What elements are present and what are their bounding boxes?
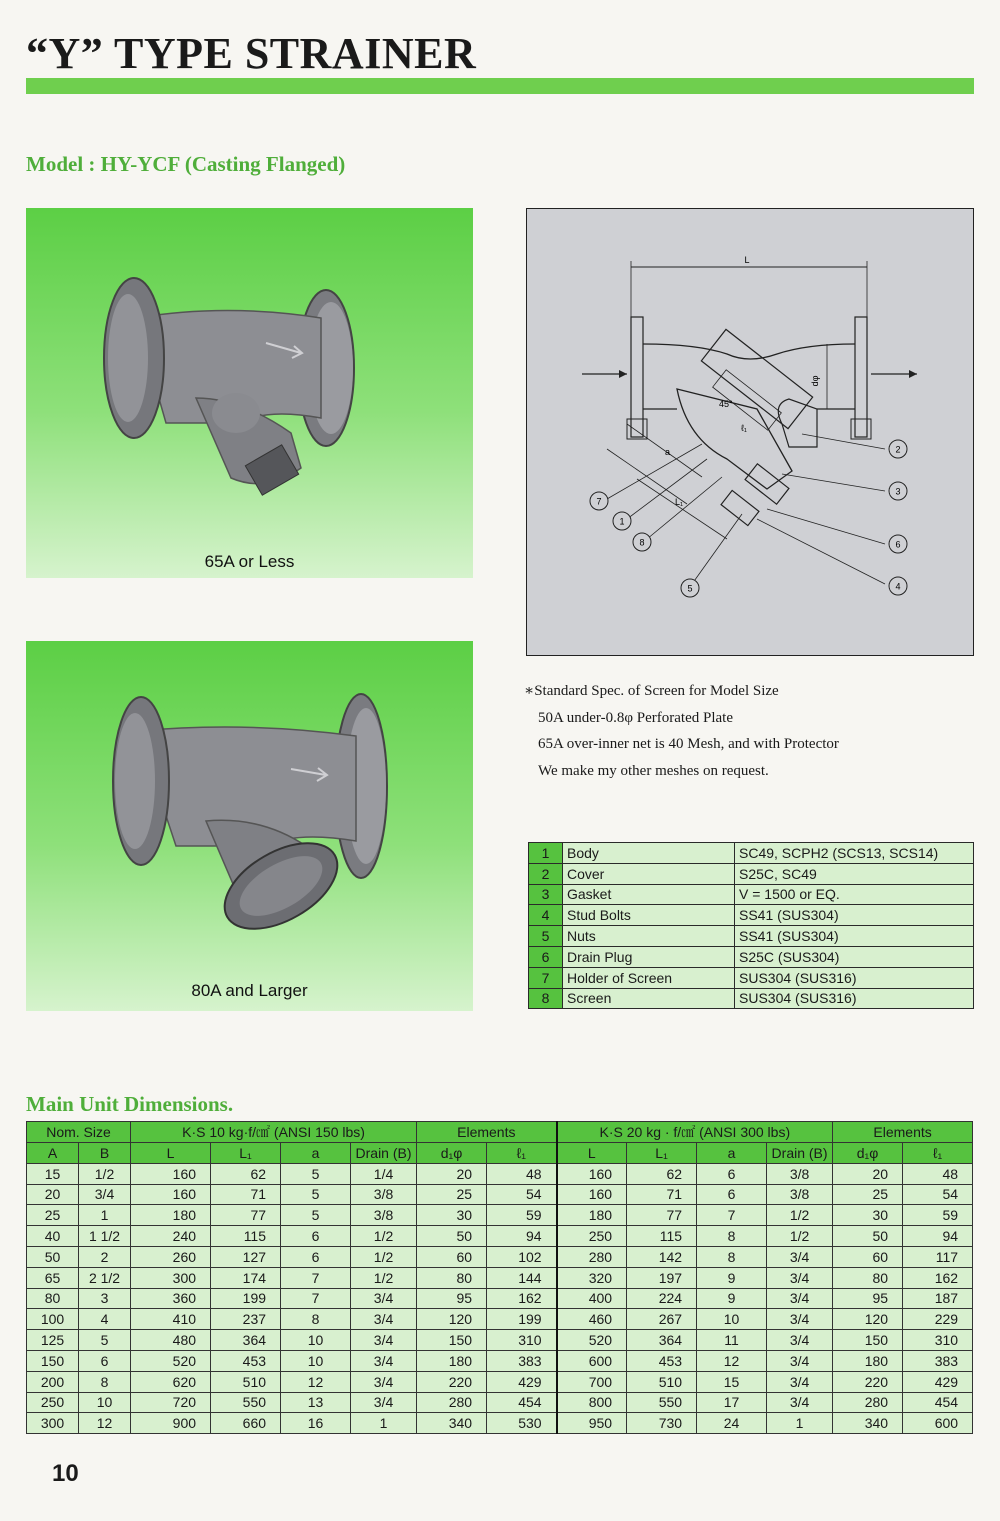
col-header: d₁φ <box>833 1143 903 1164</box>
table-cell: 25 <box>27 1205 79 1226</box>
table-cell: 10 <box>281 1350 351 1371</box>
table-cell: 127 <box>211 1246 281 1267</box>
svg-text:7: 7 <box>596 496 602 507</box>
svg-text:8: 8 <box>639 537 645 548</box>
table-cell: 12 <box>697 1350 767 1371</box>
table-cell: 20 <box>417 1163 487 1184</box>
table-cell: 180 <box>833 1350 903 1371</box>
table-cell: 102 <box>487 1246 557 1267</box>
table-cell: 8 <box>697 1246 767 1267</box>
model-heading: Model : HY-YCF (Casting Flanged) <box>26 152 346 176</box>
table-row <box>27 1288 973 1309</box>
table-cell: 10 <box>79 1392 131 1413</box>
table-cell: 125 <box>27 1330 79 1351</box>
table-cell: 1/2 <box>767 1205 833 1226</box>
table-row: 5 Nuts SS41 (SUS304) <box>529 926 974 947</box>
product-photo-large <box>26 641 473 1011</box>
table-cell: 520 <box>557 1330 627 1351</box>
table-cell: 460 <box>557 1309 627 1330</box>
table-cell: 17 <box>697 1392 767 1413</box>
table-cell: 6 <box>79 1350 131 1371</box>
table-row <box>27 1163 973 1184</box>
col-header: a <box>697 1143 767 1164</box>
table-cell: 15 <box>27 1163 79 1184</box>
table-row <box>27 1184 973 1205</box>
table-cell: 1/2 <box>351 1246 417 1267</box>
table-cell: 12 <box>79 1413 131 1434</box>
table-cell: 510 <box>627 1371 697 1392</box>
table-cell: 550 <box>627 1392 697 1413</box>
col-header: A <box>27 1143 79 1164</box>
table-row <box>27 1246 973 1267</box>
table-cell: 400 <box>557 1288 627 1309</box>
table-row <box>27 1392 973 1413</box>
table-cell: 10 <box>281 1330 351 1351</box>
table-cell: 200 <box>27 1371 79 1392</box>
table-cell: 10 <box>697 1309 767 1330</box>
table-cell: 360 <box>131 1288 211 1309</box>
page-title: “Y” TYPE STRAINER <box>26 29 477 78</box>
table-cell: 162 <box>903 1267 973 1288</box>
table-cell: 120 <box>417 1309 487 1330</box>
table-cell: 6 <box>281 1226 351 1247</box>
table-cell: 3/4 <box>351 1371 417 1392</box>
table-cell: 80 <box>27 1288 79 1309</box>
table-cell: 4 <box>79 1309 131 1330</box>
table-cell: 454 <box>487 1392 557 1413</box>
col-header: ℓ₁ <box>903 1143 973 1164</box>
table-cell: 1/2 <box>767 1226 833 1247</box>
table-row: 8 Screen SUS304 (SUS316) <box>529 988 974 1009</box>
callout-5 <box>681 579 699 597</box>
table-cell: 54 <box>487 1184 557 1205</box>
dimensions-table <box>26 1121 973 1434</box>
table-cell: 429 <box>487 1371 557 1392</box>
table-cell: 3/4 <box>79 1184 131 1205</box>
table-cell: 100 <box>27 1309 79 1330</box>
table-cell: 3/8 <box>351 1205 417 1226</box>
technical-drawing <box>526 208 974 656</box>
table-cell: 600 <box>557 1350 627 1371</box>
table-cell: 77 <box>627 1205 697 1226</box>
table-cell: 65 <box>27 1267 79 1288</box>
table-cell: 520 <box>131 1350 211 1371</box>
table-cell: 3/4 <box>767 1288 833 1309</box>
label-a: a <box>665 447 671 457</box>
table-cell: 160 <box>557 1163 627 1184</box>
table-row: 3 Gasket V = 1500 or EQ. <box>529 884 974 905</box>
table-cell: 2 1/2 <box>79 1267 131 1288</box>
table-cell: 800 <box>557 1392 627 1413</box>
table-cell: 117 <box>903 1246 973 1267</box>
table-cell: 3/4 <box>351 1330 417 1351</box>
col-header: L <box>131 1143 211 1164</box>
table-cell: 80 <box>417 1267 487 1288</box>
table-cell: 30 <box>833 1205 903 1226</box>
table-cell: 720 <box>131 1392 211 1413</box>
table-cell: 199 <box>487 1309 557 1330</box>
col-header: Drain (B) <box>351 1143 417 1164</box>
table-cell: 480 <box>131 1330 211 1351</box>
table-cell: 94 <box>903 1226 973 1247</box>
note-line: 65A over-inner net is 40 Mesh, and with Protector <box>538 736 839 752</box>
table-cell: 71 <box>211 1184 281 1205</box>
table-cell: 300 <box>27 1413 79 1434</box>
label-L: L <box>744 255 750 265</box>
label-d1: dφ <box>810 375 820 387</box>
callout-1 <box>613 512 631 530</box>
table-cell: 7 <box>281 1288 351 1309</box>
table-cell: 453 <box>211 1350 281 1371</box>
table-cell: 71 <box>627 1184 697 1205</box>
table-cell: 60 <box>833 1246 903 1267</box>
table-cell: 40 <box>27 1226 79 1247</box>
table-cell: 197 <box>627 1267 697 1288</box>
table-cell: 8 <box>281 1309 351 1330</box>
table-row: 6 Drain Plug S25C (SUS304) <box>529 946 974 967</box>
col-header: d₁φ <box>417 1143 487 1164</box>
strainer-small-illustration <box>26 208 473 578</box>
table-cell: 383 <box>487 1350 557 1371</box>
dimensions-heading: Main Unit Dimensions. <box>26 1092 234 1116</box>
table-cell: 700 <box>557 1371 627 1392</box>
table-cell: 5 <box>281 1163 351 1184</box>
label-angle: 45° <box>719 399 733 409</box>
table-row: 2 Cover S25C, SC49 <box>529 863 974 884</box>
svg-text:6: 6 <box>895 539 901 550</box>
col-header: ℓ₁ <box>487 1143 557 1164</box>
table-cell: 310 <box>487 1330 557 1351</box>
table-cell: 429 <box>903 1371 973 1392</box>
table-cell: 620 <box>131 1371 211 1392</box>
table-cell: 3/4 <box>351 1288 417 1309</box>
col-header: B <box>79 1143 131 1164</box>
table-cell: 730 <box>627 1413 697 1434</box>
callout-7 <box>590 492 608 510</box>
table-cell: 1/2 <box>351 1226 417 1247</box>
table-row <box>27 1267 973 1288</box>
header-group-row <box>27 1122 973 1143</box>
svg-text:5: 5 <box>687 583 693 594</box>
strainer-large-illustration <box>26 641 473 1011</box>
table-cell: 15 <box>697 1371 767 1392</box>
table-cell: 48 <box>903 1163 973 1184</box>
screen-spec-notes <box>524 678 974 784</box>
table-cell: 95 <box>833 1288 903 1309</box>
title-underline-bar <box>26 78 974 94</box>
header-elements-2: Elements <box>833 1122 973 1143</box>
table-cell: 12 <box>281 1371 351 1392</box>
table-cell: 180 <box>557 1205 627 1226</box>
table-row <box>27 1413 973 1434</box>
table-cell: 3/4 <box>351 1392 417 1413</box>
svg-text:1: 1 <box>619 516 625 527</box>
table-cell: 9 <box>697 1267 767 1288</box>
table-cell: 180 <box>131 1205 211 1226</box>
table-cell: 3/4 <box>767 1371 833 1392</box>
table-cell: 95 <box>417 1288 487 1309</box>
table-cell: 30 <box>417 1205 487 1226</box>
table-cell: 340 <box>833 1413 903 1434</box>
table-row: 7 Holder of Screen SUS304 (SUS316) <box>529 967 974 988</box>
table-cell: 187 <box>903 1288 973 1309</box>
table-cell: 13 <box>281 1392 351 1413</box>
table-cell: 267 <box>627 1309 697 1330</box>
table-cell: 320 <box>557 1267 627 1288</box>
header-column-row <box>27 1143 973 1164</box>
table-cell: 20 <box>833 1163 903 1184</box>
table-cell: 150 <box>417 1330 487 1351</box>
page-number: 10 <box>52 1460 79 1487</box>
table-cell: 174 <box>211 1267 281 1288</box>
table-cell: 3/4 <box>767 1267 833 1288</box>
table-cell: 120 <box>833 1309 903 1330</box>
table-cell: 62 <box>211 1163 281 1184</box>
table-cell: 220 <box>417 1371 487 1392</box>
table-cell: 54 <box>903 1184 973 1205</box>
table-cell: 8 <box>79 1371 131 1392</box>
table-cell: 11 <box>697 1330 767 1351</box>
table-cell: 59 <box>487 1205 557 1226</box>
table-cell: 48 <box>487 1163 557 1184</box>
table-cell: 600 <box>903 1413 973 1434</box>
svg-text:2: 2 <box>895 444 901 455</box>
table-cell: 530 <box>487 1413 557 1434</box>
table-cell: 94 <box>487 1226 557 1247</box>
table-cell: 9 <box>697 1288 767 1309</box>
col-header: a <box>281 1143 351 1164</box>
table-cell: 3 <box>79 1288 131 1309</box>
table-row <box>27 1205 973 1226</box>
table-cell: 3/4 <box>767 1330 833 1351</box>
table-cell: 5 <box>281 1184 351 1205</box>
table-cell: 3/4 <box>767 1350 833 1371</box>
table-cell: 1/4 <box>351 1163 417 1184</box>
label-l1: ℓ₁ <box>741 423 747 433</box>
table-cell: 364 <box>627 1330 697 1351</box>
note-line: ∗Standard Spec. of Screen for Model Size <box>524 683 779 699</box>
note-line: 50A under-0.8φ Perforated Plate <box>538 709 733 726</box>
table-cell: 115 <box>627 1226 697 1247</box>
table-cell: 50 <box>417 1226 487 1247</box>
table-cell: 160 <box>131 1163 211 1184</box>
table-cell: 950 <box>557 1413 627 1434</box>
callout-2 <box>889 440 907 458</box>
table-cell: 50 <box>833 1226 903 1247</box>
callout-8 <box>633 533 651 551</box>
col-header: L₁ <box>627 1143 697 1164</box>
table-cell: 5 <box>281 1205 351 1226</box>
table-cell: 1/2 <box>351 1267 417 1288</box>
header-elements-1: Elements <box>417 1122 557 1143</box>
table-cell: 383 <box>903 1350 973 1371</box>
table-cell: 3/8 <box>767 1163 833 1184</box>
table-cell: 3/8 <box>767 1184 833 1205</box>
table-cell: 1 <box>767 1413 833 1434</box>
photo-caption-large: 80A and Larger <box>191 981 308 1000</box>
table-cell: 224 <box>627 1288 697 1309</box>
callout-6 <box>889 535 907 553</box>
table-cell: 240 <box>131 1226 211 1247</box>
svg-text:3: 3 <box>895 486 901 497</box>
table-cell: 280 <box>417 1392 487 1413</box>
table-cell: 660 <box>211 1413 281 1434</box>
materials-table <box>528 842 974 1009</box>
table-cell: 3/4 <box>351 1350 417 1371</box>
table-cell: 250 <box>557 1226 627 1247</box>
table-cell: 454 <box>903 1392 973 1413</box>
table-cell: 199 <box>211 1288 281 1309</box>
table-cell: 510 <box>211 1371 281 1392</box>
table-cell: 6 <box>697 1163 767 1184</box>
table-cell: 3/8 <box>351 1184 417 1205</box>
table-cell: 80 <box>833 1267 903 1288</box>
table-row <box>27 1371 973 1392</box>
table-cell: 220 <box>833 1371 903 1392</box>
table-cell: 300 <box>131 1267 211 1288</box>
table-cell: 900 <box>131 1413 211 1434</box>
table-cell: 7 <box>697 1205 767 1226</box>
table-cell: 260 <box>131 1246 211 1267</box>
table-cell: 60 <box>417 1246 487 1267</box>
table-cell: 237 <box>211 1309 281 1330</box>
table-cell: 1 <box>351 1413 417 1434</box>
table-cell: 8 <box>697 1226 767 1247</box>
table-cell: 3/4 <box>351 1309 417 1330</box>
table-cell: 115 <box>211 1226 281 1247</box>
cross-section-diagram <box>527 209 973 655</box>
photo-caption-small: 65A or Less <box>204 552 295 571</box>
table-cell: 77 <box>211 1205 281 1226</box>
table-cell: 3/4 <box>767 1309 833 1330</box>
table-cell: 150 <box>27 1350 79 1371</box>
table-cell: 24 <box>697 1413 767 1434</box>
table-cell: 229 <box>903 1309 973 1330</box>
table-row <box>27 1309 973 1330</box>
table-row <box>27 1350 973 1371</box>
header-ks20: K·S 20 kg · f/㎠ (ANSI 300 lbs) <box>557 1122 833 1143</box>
table-cell: 150 <box>833 1330 903 1351</box>
table-cell: 3/4 <box>767 1246 833 1267</box>
table-cell: 6 <box>697 1184 767 1205</box>
table-row: 1 Body SC49, SCPH2 (SCS13, SCS14) <box>529 843 974 864</box>
table-cell: 3/4 <box>767 1392 833 1413</box>
table-cell: 180 <box>417 1350 487 1371</box>
table-cell: 50 <box>27 1246 79 1267</box>
table-cell: 16 <box>281 1413 351 1434</box>
table-cell: 2 <box>79 1246 131 1267</box>
table-cell: 62 <box>627 1163 697 1184</box>
table-cell: 160 <box>557 1184 627 1205</box>
header-nom-size: Nom. Size <box>27 1122 131 1143</box>
table-cell: 144 <box>487 1267 557 1288</box>
table-cell: 340 <box>417 1413 487 1434</box>
table-cell: 1 <box>79 1205 131 1226</box>
table-cell: 59 <box>903 1205 973 1226</box>
table-cell: 280 <box>833 1392 903 1413</box>
callout-3 <box>889 482 907 500</box>
table-cell: 20 <box>27 1184 79 1205</box>
col-header: L <box>557 1143 627 1164</box>
product-photo-small <box>26 208 473 578</box>
table-cell: 364 <box>211 1330 281 1351</box>
table-cell: 162 <box>487 1288 557 1309</box>
table-row <box>27 1330 973 1351</box>
table-cell: 25 <box>417 1184 487 1205</box>
table-cell: 1/2 <box>79 1163 131 1184</box>
table-row: 4 Stud Bolts SS41 (SUS304) <box>529 905 974 926</box>
table-cell: 142 <box>627 1246 697 1267</box>
table-cell: 6 <box>281 1246 351 1267</box>
table-cell: 550 <box>211 1392 281 1413</box>
table-cell: 280 <box>557 1246 627 1267</box>
col-header: Drain (B) <box>767 1143 833 1164</box>
label-L1: L₁ <box>675 497 684 507</box>
table-cell: 160 <box>131 1184 211 1205</box>
col-header: L₁ <box>211 1143 281 1164</box>
table-cell: 453 <box>627 1350 697 1371</box>
table-cell: 410 <box>131 1309 211 1330</box>
table-cell: 25 <box>833 1184 903 1205</box>
table-cell: 250 <box>27 1392 79 1413</box>
callout-4 <box>889 577 907 595</box>
table-cell: 7 <box>281 1267 351 1288</box>
table-row <box>27 1226 973 1247</box>
svg-text:4: 4 <box>895 581 901 592</box>
table-cell: 5 <box>79 1330 131 1351</box>
table-cell: 1 1/2 <box>79 1226 131 1247</box>
note-line: We make my other meshes on request. <box>538 762 769 779</box>
table-cell: 310 <box>903 1330 973 1351</box>
header-ks10: K·S 10 kg·f/㎠ (ANSI 150 lbs) <box>131 1122 417 1143</box>
